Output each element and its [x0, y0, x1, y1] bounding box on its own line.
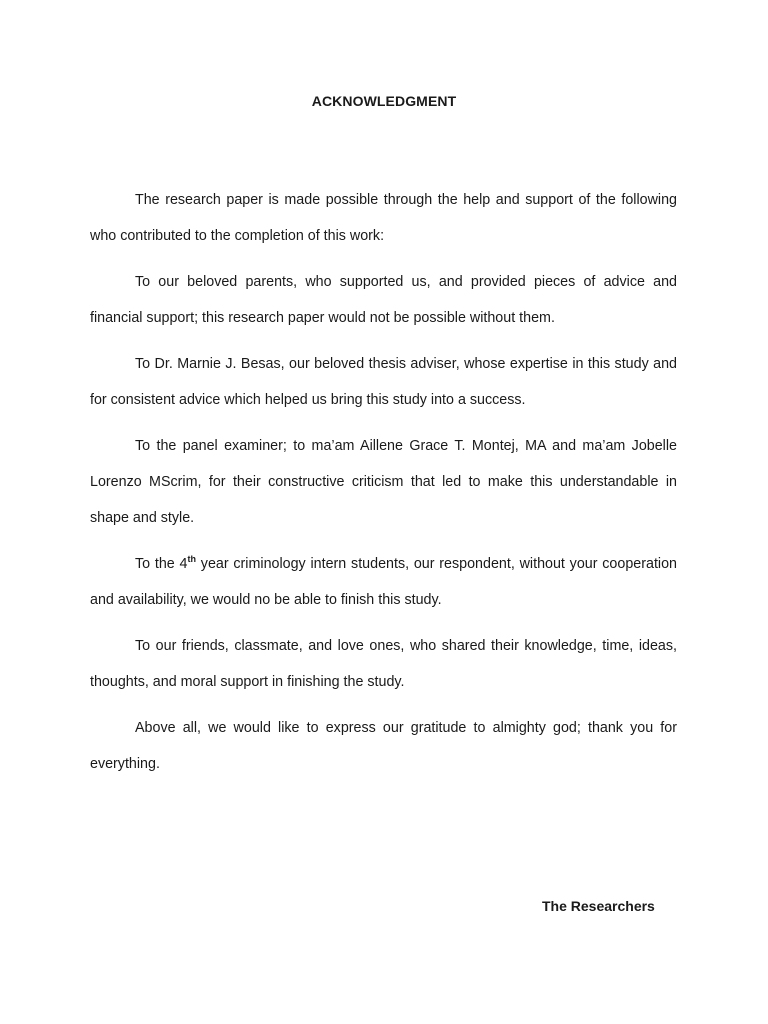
- ordinal-superscript: th: [187, 554, 197, 564]
- paragraph-adviser: To Dr. Marnie J. Besas, our beloved thesis adviser, whose expertise in this study and for consistent advice which helped us bring this study into a success.: [90, 356, 677, 408]
- signature: The Researchers: [542, 898, 655, 914]
- paragraph-respondents: [90, 546, 677, 618]
- paragraph-gratitude: Above all, we would like to express our gratitude to almighty god; thank you for everything.: [90, 720, 677, 772]
- paragraph-respondents-start: To the 4: [135, 556, 188, 572]
- acknowledgment-body: [90, 182, 677, 792]
- paragraph-parents: To our beloved parents, who supported us, and provided pieces of advice and financial support; this research paper would not be possible without them.: [90, 274, 677, 326]
- paragraph-panel: To the panel examiner; to ma’am Aillene Grace T. Montej, MA and ma’am Jobelle Lorenzo MScrim, for their constructive criticism that led to make this understandable in shape and style.: [90, 438, 677, 526]
- paragraph-respondents-rest: year criminology intern students, our respondent, without your cooperation and availability, we would no be able to finish this study.: [90, 556, 678, 608]
- paragraph-intro: The research paper is made possible through the help and support of the following who contributed to the completion of this work:: [90, 192, 677, 244]
- paragraph-friends: To our friends, classmate, and love ones, who shared their knowledge, time, ideas, thoughts, and moral support in finishing the study.: [90, 638, 677, 690]
- page-title: ACKNOWLEDGMENT: [311, 93, 457, 109]
